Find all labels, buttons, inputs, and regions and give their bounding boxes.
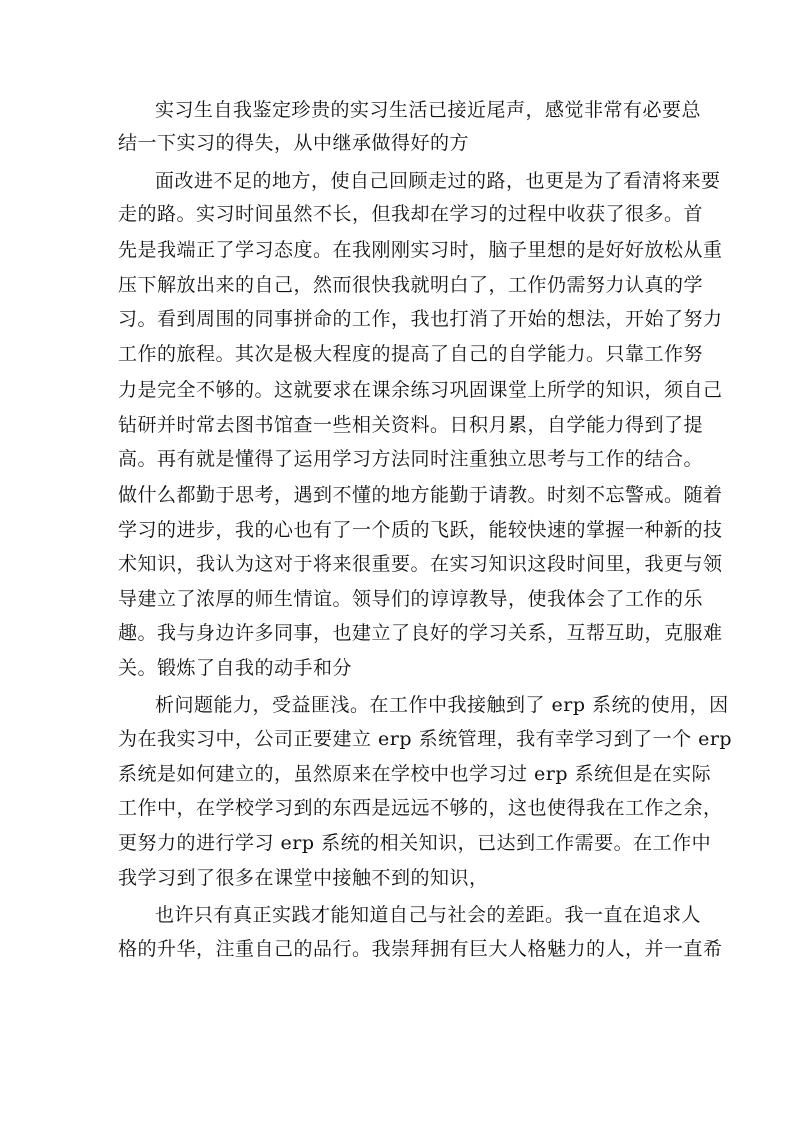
text-line: 析问题能力，受益匪浅。在工作中我接触到了 erp 系统的使用，因 xyxy=(155,694,729,716)
text-line: 趣。我与身边许多同事，也建立了良好的学习关系，互帮互助，克服难 xyxy=(118,622,723,644)
text-line: 工作的旅程。其次是极大程度的提高了自己的自学能力。只靠工作努 xyxy=(118,343,704,365)
text-line: 术知识，我认为这对于将来很重要。在实习知识这段时间里，我更与领 xyxy=(118,553,723,575)
text-line: 关。锻炼了自我的动手和分 xyxy=(118,657,353,679)
text-line: 格的升华，注重自己的品行。我崇拜拥有巨大人格魅力的人，并一直希 xyxy=(118,938,723,960)
text-line: 实习生自我鉴定珍贵的实习生活已接近尾声，感觉非常有必要总 xyxy=(155,99,702,121)
text-line: 结一下实习的得失，从中继承做得好的方 xyxy=(118,132,470,154)
text-line: 学习的进步，我的心也有了一个质的飞跃，能较快速的掌握一种新的技 xyxy=(118,519,723,541)
text-line: 我学习到了很多在课堂中接触不到的知识， xyxy=(118,867,489,889)
text-line: 系统是如何建立的，虽然原来在学校中也学习过 erp 系统但是在实际 xyxy=(118,763,712,785)
text-line: 为在我实习中，公司正要建立 erp 系统管理，我有幸学习到了一个 erp xyxy=(118,728,733,750)
text-line: 更努力的进行学习 erp 系统的相关知识，已达到工作需要。在工作中 xyxy=(118,832,712,854)
text-line: 压下解放出来的自己，然而很快我就明白了，工作仍需努力认真的学 xyxy=(118,274,704,296)
text-line: 面改进不足的地方，使自己回顾走过的路，也更是为了看清将来要 xyxy=(155,170,721,192)
text-line: 做什么都勤于思考，遇到不懂的地方能勤于请教。时刻不忘警戒。随着 xyxy=(118,484,723,506)
text-line: 走的路。实习时间虽然不长，但我却在学习的过程中收获了很多。首 xyxy=(118,203,704,225)
text-line: 力是完全不够的。这就要求在课余练习巩固课堂上所学的知识，须自己 xyxy=(118,379,723,401)
text-line: 导建立了浓厚的师生情谊。领导们的谆谆教导，使我体会了工作的乐 xyxy=(118,588,704,610)
text-line: 高。再有就是懂得了运用学习方法同时注重独立思考与工作的结合。 xyxy=(118,448,704,470)
text-line: 钻研并时常去图书馆查一些相关资料。日积月累，自学能力得到了提 xyxy=(118,414,704,436)
text-line: 也许只有真正实践才能知道自己与社会的差距。我一直在追求人 xyxy=(155,904,702,926)
text-line: 习。看到周围的同事拼命的工作，我也打消了开始的想法，开始了努力 xyxy=(118,308,723,330)
text-line: 先是我端正了学习态度。在我刚刚实习时，脑子里想的是好好放松从重 xyxy=(118,239,723,261)
text-line: 工作中，在学校学习到的东西是远远不够的，这也使得我在工作之余， xyxy=(118,797,723,819)
